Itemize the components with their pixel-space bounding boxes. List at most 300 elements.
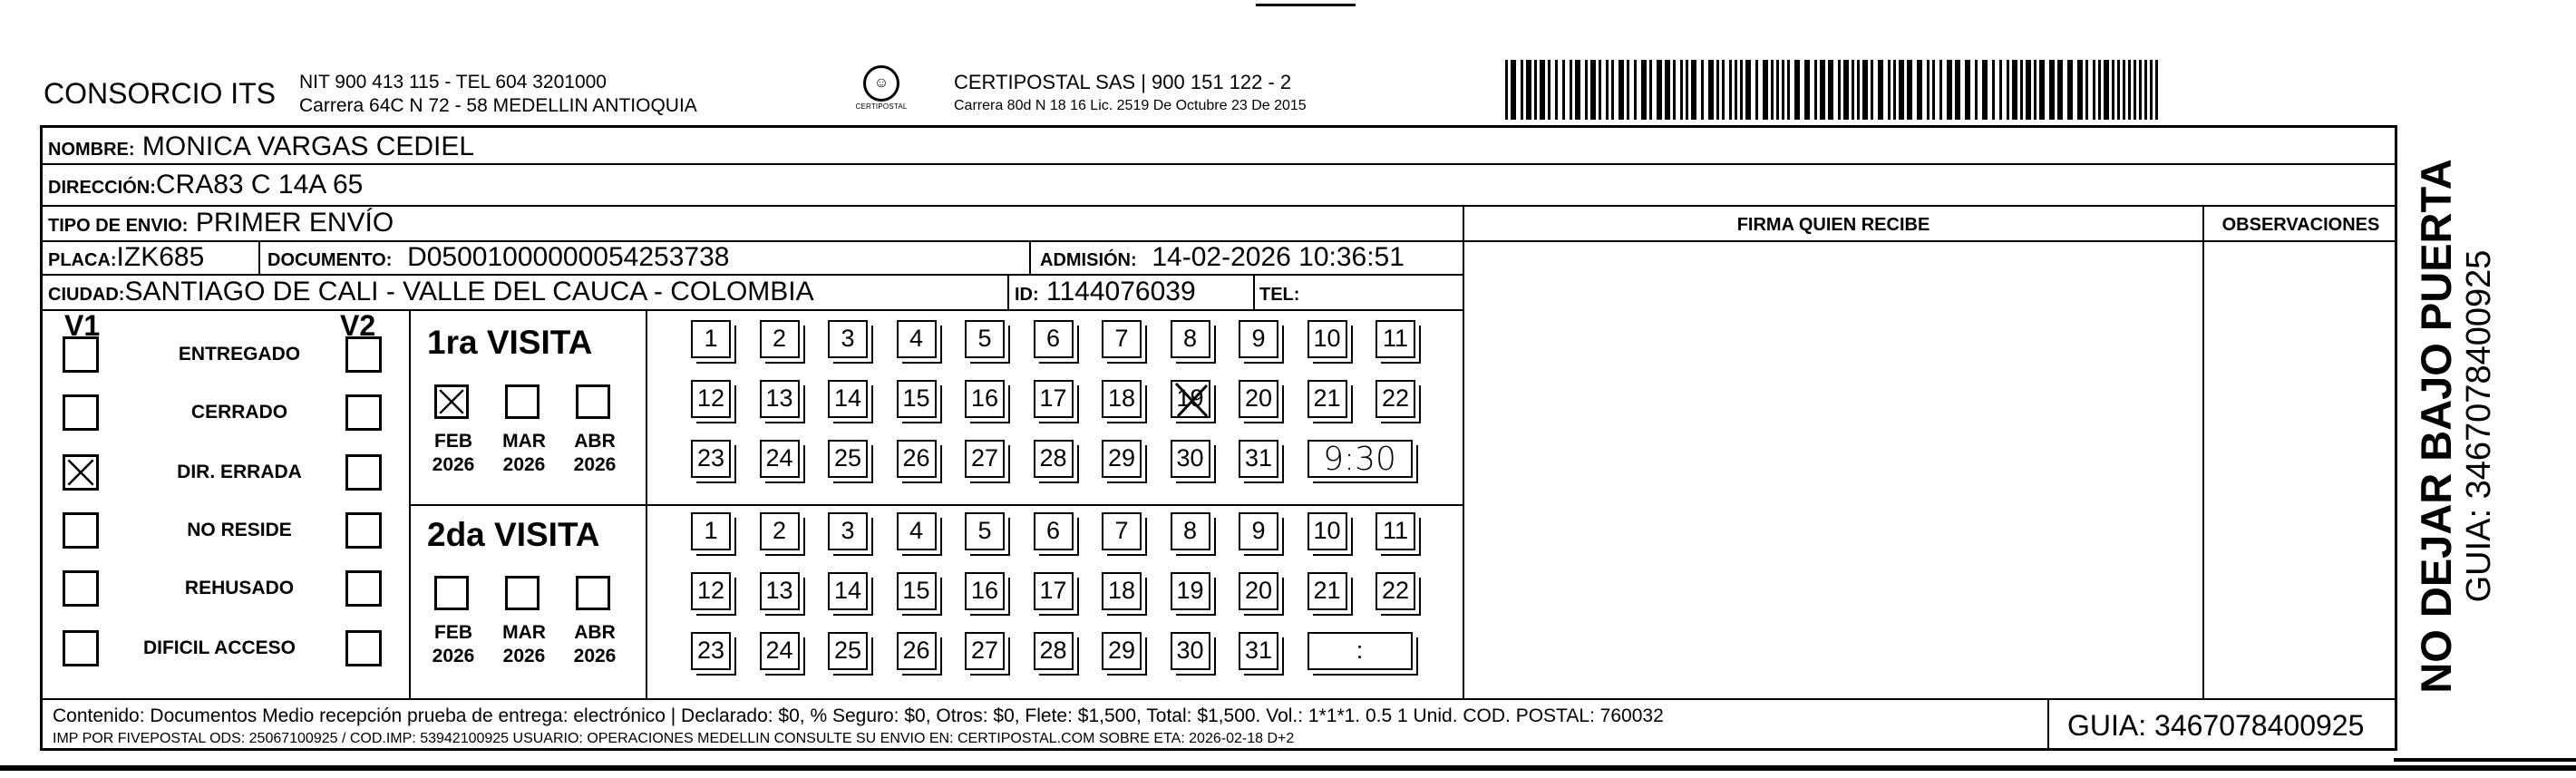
documento-value: D05001000000054253738 (407, 242, 730, 272)
tel-cell (1259, 277, 1299, 310)
day-box[interactable] (1307, 380, 1347, 418)
barcode-bar (2067, 60, 2073, 120)
day-number: 3 (841, 325, 855, 352)
day-box[interactable] (965, 572, 1005, 610)
day-number: 21 (1313, 577, 1341, 604)
barcode-bar (2012, 60, 2017, 120)
day-box[interactable] (760, 512, 800, 550)
barcode-bar (1893, 60, 1896, 120)
day-box[interactable] (1375, 320, 1415, 358)
day-number: 30 (1176, 444, 1204, 472)
barcode-bar (1729, 60, 1732, 120)
day-number: 5 (977, 325, 992, 352)
barcode-bar (1540, 60, 1545, 120)
day-number: 15 (902, 577, 930, 604)
top-edge-line (1256, 4, 1356, 6)
day-box[interactable] (1102, 512, 1142, 550)
barcode-bar (1722, 60, 1725, 120)
day-number: 27 (970, 444, 999, 472)
day-box[interactable] (965, 632, 1005, 670)
day-box[interactable] (897, 632, 937, 670)
day-box[interactable] (1102, 440, 1142, 478)
placa-label: PLACA: (48, 250, 117, 270)
barcode-bar (1878, 60, 1883, 120)
day-box[interactable] (760, 632, 800, 670)
barcode-bar (2150, 60, 2153, 120)
observaciones-column-divider (2202, 206, 2204, 699)
day-box[interactable] (965, 320, 1005, 358)
day-number: 29 (1107, 444, 1136, 472)
barcode-bar (2039, 60, 2045, 120)
tel-label: TEL: (1259, 285, 1300, 305)
status-divider (409, 310, 411, 699)
barcode-bar (1657, 60, 1662, 120)
status-label: CERRADO (190, 402, 288, 423)
status-checkbox-v2[interactable] (345, 570, 382, 607)
barcode-bar (1763, 60, 1768, 120)
time-value: : (1356, 637, 1364, 664)
barcode-bar (1691, 60, 1696, 120)
day-box[interactable] (1239, 632, 1278, 670)
logo-text: CERTIPOSTAL (855, 102, 908, 111)
day-number: 25 (833, 637, 862, 664)
day-number: 9 (1251, 325, 1266, 352)
status-checkbox-v1[interactable] (63, 630, 99, 666)
certipostal-line: CERTIPOSTAL SAS | 900 151 122 - 2 (954, 71, 1292, 93)
id-cell (1015, 277, 1196, 310)
barcode-bar (1955, 60, 1960, 120)
nombre-label: NOMBRE: (48, 140, 135, 160)
day-number: 20 (1244, 577, 1273, 604)
footer-contenido: Contenido: Documentos Medio recepción prueba de entrega: electrónico | Declarado: $0, % Seguro: $0, Otros: $0, Flete: $1,500, Total: $1,500. Vol.: 1*1*1. 0.5 1 Unid. COD. POSTAL: 760032 (53, 705, 1664, 726)
day-mark-icon (1171, 380, 1210, 418)
day-number: 26 (902, 637, 930, 664)
month-checkbox[interactable] (576, 384, 610, 419)
barcode-bar (1927, 60, 1930, 120)
barcode-bar (1975, 60, 1978, 120)
check-mark-icon (65, 457, 96, 488)
barcode-bar (2134, 60, 2136, 120)
status-label: DIFICIL ACCESO (142, 637, 296, 658)
cell-divider (1029, 241, 1031, 275)
barcode-bar (2144, 60, 2147, 120)
day-box[interactable] (1102, 572, 1142, 610)
day-number: 13 (765, 384, 793, 412)
day-number: 25 (833, 444, 862, 472)
day-number: 3 (841, 517, 855, 544)
day-box[interactable] (760, 572, 800, 610)
barcode-bar (2093, 60, 2095, 120)
day-number: 19 (1176, 577, 1204, 604)
day-box[interactable] (965, 512, 1005, 550)
time-box[interactable] (1307, 632, 1413, 670)
barcode-bar (1665, 60, 1670, 120)
month-name: MAR (502, 622, 546, 643)
barcode-bar (2085, 60, 2088, 120)
barcode-bar (2155, 60, 2158, 120)
barcode-bar (1755, 60, 1758, 120)
admision-value: 14-02-2026 10:36:51 (1152, 242, 1405, 272)
time-box[interactable] (1307, 440, 1413, 478)
day-number: 4 (909, 325, 924, 352)
barcode-bar (1745, 60, 1751, 120)
day-box[interactable] (760, 320, 800, 358)
status-checkbox-v1[interactable] (63, 512, 99, 549)
month-checkbox[interactable] (434, 384, 469, 419)
guia-number: GUIA: 3467078400925 (2047, 698, 2399, 751)
day-number: 14 (833, 384, 862, 412)
day-number: 18 (1107, 577, 1136, 604)
barcode-bar (1852, 60, 1854, 120)
cell-divider (1253, 275, 1255, 310)
barcode-bar (1534, 60, 1537, 120)
month-year: 2026 (573, 646, 617, 666)
barcode-bar (1611, 60, 1614, 120)
day-box[interactable] (1171, 572, 1210, 610)
barcode-bar (1814, 60, 1817, 120)
day-number: 11 (1382, 517, 1409, 544)
month-checkbox[interactable] (434, 576, 469, 610)
day-number: 12 (696, 384, 725, 412)
barcode-bar (1776, 60, 1779, 120)
month-name: ABR (574, 622, 616, 643)
month-year: 2026 (432, 646, 475, 666)
month-checkbox[interactable] (505, 576, 540, 610)
month-label (492, 621, 556, 668)
day-box[interactable] (1307, 572, 1347, 610)
month-name: ABR (574, 431, 616, 452)
day-number: 23 (696, 444, 725, 472)
day-number: 4 (909, 517, 924, 544)
month-name: FEB (434, 622, 472, 643)
day-number: 10 (1313, 325, 1341, 352)
placa-cell (48, 242, 204, 276)
barcode-bar (2112, 60, 2114, 120)
day-box[interactable] (1375, 380, 1415, 418)
barcode-bar (1619, 60, 1624, 120)
day-number: 17 (1039, 384, 1067, 412)
day-number: 2 (772, 517, 787, 544)
day-number: 7 (1114, 325, 1129, 352)
day-box[interactable] (1239, 380, 1278, 418)
barcode-bar (1555, 60, 1558, 120)
day-number: 31 (1244, 444, 1273, 472)
month-checkbox[interactable] (505, 384, 540, 419)
day-box[interactable] (1102, 380, 1142, 418)
day-box[interactable] (897, 380, 937, 418)
barcode-bar (1771, 60, 1774, 120)
barcode-bar (2049, 60, 2055, 120)
barcode-bar (1782, 60, 1784, 120)
barcode-bar (1999, 60, 2002, 120)
day-number: 16 (970, 577, 999, 604)
visit2-title: 2da VISITA (427, 516, 600, 553)
day-box[interactable] (828, 380, 868, 418)
barcode-bar (1680, 60, 1683, 120)
barcode-bar (1521, 60, 1523, 120)
barcode-bar (1965, 60, 1970, 120)
day-box[interactable] (760, 440, 800, 478)
status-checkbox-v1[interactable] (63, 394, 99, 431)
status-label: NO RESIDE (187, 520, 292, 540)
address-line: Carrera 64C N 72 - 58 MEDELLIN ANTIOQUIA (299, 95, 697, 116)
certipostal-logo (848, 65, 915, 116)
barcode-bar (1992, 60, 1995, 120)
nombre-row (48, 131, 474, 165)
ciudad-value: SANTIAGO DE CALI - VALLE DEL CAUCA - COLOMBIA (124, 277, 814, 306)
barcode-bar (2007, 60, 2009, 120)
day-box[interactable] (897, 440, 937, 478)
v1-header: V1 (64, 309, 101, 342)
month-checkbox[interactable] (576, 576, 610, 610)
day-box[interactable] (1102, 632, 1142, 670)
barcode-bar (1982, 60, 1988, 120)
day-number: 28 (1039, 444, 1067, 472)
barcode-bar (1899, 60, 1904, 120)
day-box[interactable] (828, 572, 868, 610)
barcode-bar (1562, 60, 1565, 120)
barcode-bar (1627, 60, 1629, 120)
day-box[interactable] (1171, 512, 1210, 550)
ciudad-label: CIUDAD: (48, 285, 125, 305)
day-box[interactable] (1171, 320, 1210, 358)
barcode-bar (1857, 60, 1860, 120)
barcode-bar (1804, 60, 1810, 120)
barcode-bar (1548, 60, 1550, 120)
day-box[interactable] (828, 320, 868, 358)
month-year: 2026 (432, 454, 475, 475)
day-number: 24 (765, 637, 793, 664)
day-box[interactable] (1034, 320, 1074, 358)
day-box[interactable] (691, 632, 731, 670)
day-box[interactable] (965, 440, 1005, 478)
day-box[interactable] (1171, 380, 1210, 418)
day-number: 18 (1107, 384, 1136, 412)
day-box[interactable] (1171, 440, 1210, 478)
day-number: 28 (1039, 637, 1067, 664)
bottom-edge-line (2394, 758, 2576, 762)
day-box[interactable] (1375, 512, 1415, 550)
day-number: 22 (1381, 577, 1410, 604)
barcode-bar (1932, 60, 1935, 120)
company-info (299, 71, 697, 118)
month-year: 2026 (573, 454, 617, 475)
barcode-bar (1599, 60, 1601, 120)
month-name: MAR (502, 431, 546, 452)
id-value: 1144076039 (1046, 277, 1196, 306)
direccion-value: CRA83 C 14A 65 (155, 170, 364, 199)
barcode-bar (1735, 60, 1737, 120)
barcode-bar (2139, 60, 2142, 120)
check-mark-icon (437, 387, 466, 416)
cell-divider (258, 241, 260, 275)
status-label: ENTREGADO (178, 344, 301, 365)
status-checkbox-v2[interactable] (345, 512, 382, 549)
tipo-row (48, 208, 394, 241)
month-name: FEB (434, 431, 472, 452)
guide-form (40, 125, 2397, 751)
status-checkbox-v1[interactable] (63, 454, 99, 491)
barcode-bar (1634, 60, 1637, 120)
barcode-bar (1843, 60, 1849, 120)
day-number: 30 (1176, 637, 1204, 664)
day-number: 1 (704, 517, 718, 544)
direccion-label: DIRECCIÓN: (48, 178, 156, 198)
day-number: 27 (970, 637, 999, 664)
day-box[interactable] (1102, 320, 1142, 358)
day-box[interactable] (1034, 380, 1074, 418)
day-number: 29 (1107, 637, 1136, 664)
status-label: REHUSADO (184, 578, 295, 598)
barcode-bar (1673, 60, 1676, 120)
day-box[interactable] (1239, 572, 1278, 610)
day-box[interactable] (965, 380, 1005, 418)
day-box[interactable] (1307, 320, 1347, 358)
day-number: 16 (970, 384, 999, 412)
barcode-bar (1686, 60, 1688, 120)
barcode-bar (1838, 60, 1841, 120)
footer-divider (43, 698, 2397, 700)
footer-imp: IMP POR FIVEPOSTAL ODS: 25067100925 / COD.IMP: 53942100925 USUARIO: OPERACIONES MEDELLIN CONSULTE SU ENVIO EN: CERTIPOSTAL.COM SOBRE ETA: 2026-02-18 D+2 (53, 731, 1295, 746)
day-box[interactable] (1171, 632, 1210, 670)
barcode-bar (1917, 60, 1922, 120)
day-number: 21 (1313, 384, 1341, 412)
day-number: 12 (696, 577, 725, 604)
status-checkbox-v1[interactable] (63, 336, 99, 373)
day-box[interactable] (1239, 512, 1278, 550)
day-number: 10 (1313, 517, 1341, 544)
firma-header: FIRMA QUIEN RECIBE (1736, 215, 1930, 235)
day-number: 31 (1244, 637, 1273, 664)
day-box[interactable] (1239, 320, 1278, 358)
day-number: 1 (704, 325, 718, 352)
day-number: 15 (902, 384, 930, 412)
day-box[interactable] (1307, 512, 1347, 550)
day-box[interactable] (1034, 512, 1074, 550)
barcode-bar (2123, 60, 2125, 120)
day-number: 13 (765, 577, 793, 604)
day-number: 23 (696, 637, 725, 664)
barcode-bar (2057, 60, 2063, 120)
barcode-bar (2020, 60, 2023, 120)
certipostal-address: Carrera 80d N 18 16 Lic. 2519 De Octubre 23 De 2015 (954, 98, 1307, 113)
barcode-bar (1787, 60, 1790, 120)
barcode-bar (1585, 60, 1588, 120)
admision-label: ADMISIÓN: (1040, 250, 1137, 270)
day-number: 19 (1176, 384, 1204, 412)
month-label (492, 430, 556, 477)
day-number: 2 (772, 325, 787, 352)
barcode-bar (2117, 60, 2120, 120)
day-box[interactable] (1034, 632, 1074, 670)
barcode-bar (2128, 60, 2131, 120)
day-box[interactable] (691, 512, 731, 550)
day-box[interactable] (828, 440, 868, 478)
day-box[interactable] (828, 512, 868, 550)
barcode-bar (2098, 60, 2101, 120)
day-number: 5 (977, 517, 992, 544)
cell-divider (1007, 275, 1009, 310)
day-box[interactable] (691, 320, 731, 358)
logo-emblem-icon: ☺ (863, 65, 899, 102)
nombre-value: MONICA VARGAS CEDIEL (141, 131, 475, 161)
barcode-bar (1716, 60, 1719, 120)
nit-line: NIT 900 413 115 - TEL 604 3201000 (299, 72, 607, 92)
barcode-bar (1862, 60, 1868, 120)
day-box[interactable] (691, 440, 731, 478)
day-box[interactable] (1239, 440, 1278, 478)
month-label (563, 430, 627, 477)
barcode-bar (1526, 60, 1531, 120)
tipo-value: PRIMER ENVÍO (195, 208, 394, 238)
status-label: DIR. ERRADA (177, 462, 302, 482)
documento-cell (267, 242, 729, 276)
status-checkbox-v2[interactable] (345, 630, 382, 666)
day-box[interactable] (760, 380, 800, 418)
month-label (563, 621, 627, 668)
day-number: 22 (1381, 384, 1410, 412)
v2-header: V2 (340, 309, 376, 342)
status-checkbox-v2[interactable] (345, 336, 382, 373)
barcode-bar (1820, 60, 1825, 120)
barcode-bar (1794, 60, 1800, 120)
day-box[interactable] (691, 572, 731, 610)
side-text (2413, 159, 2498, 693)
status-checkbox-v2[interactable] (345, 394, 382, 431)
barcode-bar (1939, 60, 1942, 120)
barcode-bar (1649, 60, 1652, 120)
company-name: CONSORCIO ITS (44, 77, 277, 110)
day-number: 20 (1244, 384, 1273, 412)
bottom-edge-line (0, 765, 2576, 771)
barcode-bar (1888, 60, 1891, 120)
day-number: 24 (765, 444, 793, 472)
month-year: 2026 (502, 454, 546, 475)
admision-cell (1040, 242, 1405, 276)
day-box[interactable] (897, 512, 937, 550)
firma-column-divider (1463, 206, 1464, 699)
day-box[interactable] (897, 572, 937, 610)
day-box[interactable] (897, 320, 937, 358)
day-number: 6 (1045, 517, 1061, 544)
month-label (422, 621, 485, 668)
day-box[interactable] (1375, 572, 1415, 610)
status-checkbox-v1[interactable] (63, 570, 99, 607)
day-box[interactable] (691, 380, 731, 418)
day-box[interactable] (1034, 440, 1074, 478)
month-year: 2026 (502, 646, 546, 666)
time-value: 9:30 (1323, 441, 1396, 478)
barcode-bar (1828, 60, 1833, 120)
visit-divider (409, 504, 1463, 506)
barcode-bar (1641, 60, 1647, 120)
day-number: 17 (1039, 577, 1067, 604)
day-box[interactable] (1034, 572, 1074, 610)
day-number: 11 (1382, 325, 1409, 352)
day-box[interactable] (828, 632, 868, 670)
day-number: 7 (1114, 517, 1129, 544)
barcode-bar (1701, 60, 1704, 120)
barcode-bar (1907, 60, 1912, 120)
status-checkbox-v2[interactable] (345, 454, 382, 491)
ciudad-cell (48, 277, 814, 310)
barcode-bar (2104, 60, 2109, 120)
month-label (422, 430, 485, 477)
side-guia: GUIA: 3467078400925 (2460, 249, 2498, 603)
visit-grid-divider (646, 310, 647, 699)
day-number: 6 (1045, 325, 1061, 352)
barcode-bar (1505, 60, 1508, 120)
